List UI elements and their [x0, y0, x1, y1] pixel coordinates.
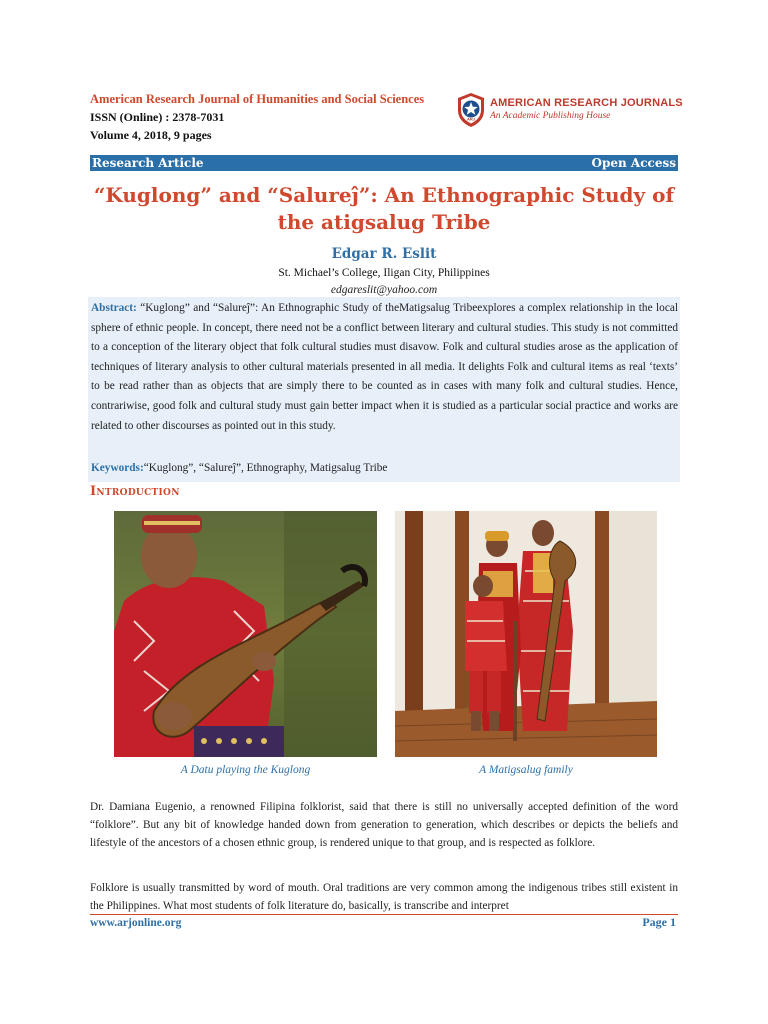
section-heading: Introduction	[90, 484, 180, 499]
datu-kuglong-photo	[114, 511, 377, 757]
article-type-banner	[90, 155, 678, 171]
journal-name: American Research Journal of Humanities and Social Sciences	[90, 92, 425, 106]
keywords	[91, 462, 678, 474]
logo-tagline: An Academic Publishing House	[490, 111, 611, 121]
figure-caption-2: A Matigsalug family	[479, 764, 573, 776]
article-title: “Kuglong” and “Salureĵ”: An Ethnographic Study of the atigsalug Tribe	[93, 183, 675, 234]
logo-name: AMERICAN RESEARCH JOURNALS	[490, 97, 683, 109]
author-affiliation: St. Michael’s College, Iligan City, Philippines	[278, 267, 490, 279]
matigsalug-family-photo	[395, 511, 657, 757]
keywords-text: “Kuglong”, “Salureĵ”, Ethnography, Matigsalug Tribe	[143, 462, 388, 474]
body-paragraph-2: Folklore is usually transmitted by word of mouth. Oral traditions are very common among the indigenous tribes still existent in the Philippines. What most students of folk literature do, basically, is transcribe and interpret	[90, 882, 678, 912]
figure-caption-1: A Datu playing the Kuglong	[180, 764, 311, 776]
body-paragraph-1: Dr. Damiana Eugenio, a renowned Filipina folklorist, said that there is still no universally accepted definition of the word “folklore”. But any bit of knowledge handed down from generation to generation, which describes or depicts the beliefs and lifestyle of the ancestors of a chosen ethnic group, is rendered unique to that group, and is respected as folklore.	[90, 801, 678, 849]
publisher-logo	[456, 92, 681, 130]
author-name: Edgar R. Eslit	[331, 246, 437, 262]
footer-url[interactable]: www.arjonline.org	[90, 917, 182, 929]
footer-divider	[90, 914, 678, 915]
logo-badge-text: ARJ	[466, 116, 476, 122]
volume-info: Volume 4, 2018, 9 pages	[90, 128, 212, 142]
page-number: Page 1	[642, 915, 676, 929]
keywords-label: Keywords:	[91, 462, 144, 474]
article-type-label: Research Article	[92, 156, 204, 170]
author-email: edgareslit@yahoo.com	[330, 284, 438, 296]
star-badge-icon	[456, 92, 486, 128]
issn: ISSN (Online) : 2378-7031	[90, 110, 225, 124]
abstract-label: Abstract:	[91, 302, 137, 314]
abstract-text: “Kuglong” and “Salureĵ”: An Ethnographic Study of theMatigsalug Tribeexplores a complex relationship in the local sphere of ethnic people. In concept, there need not be a conflict between literary and cultural studies. This study is not committed to a conception of the literary object that folk cultural studies must disavow. Folk and cultural studies arose as the application of techniques of literary analysis to other cultural materials presented in all media. It delights Folk and cultural items as real ‘texts’ to be read rather than as objects that are simply there to be counted as in cases with many folk and cultural studies. Hence, contrariwise, good folk and cultural study must gain better impact when it is studied as a particular social practice and works are related to other discourses as pointed out in this study.	[91, 302, 678, 432]
abstract	[91, 299, 678, 436]
open-access-label: Open Access	[591, 156, 676, 170]
